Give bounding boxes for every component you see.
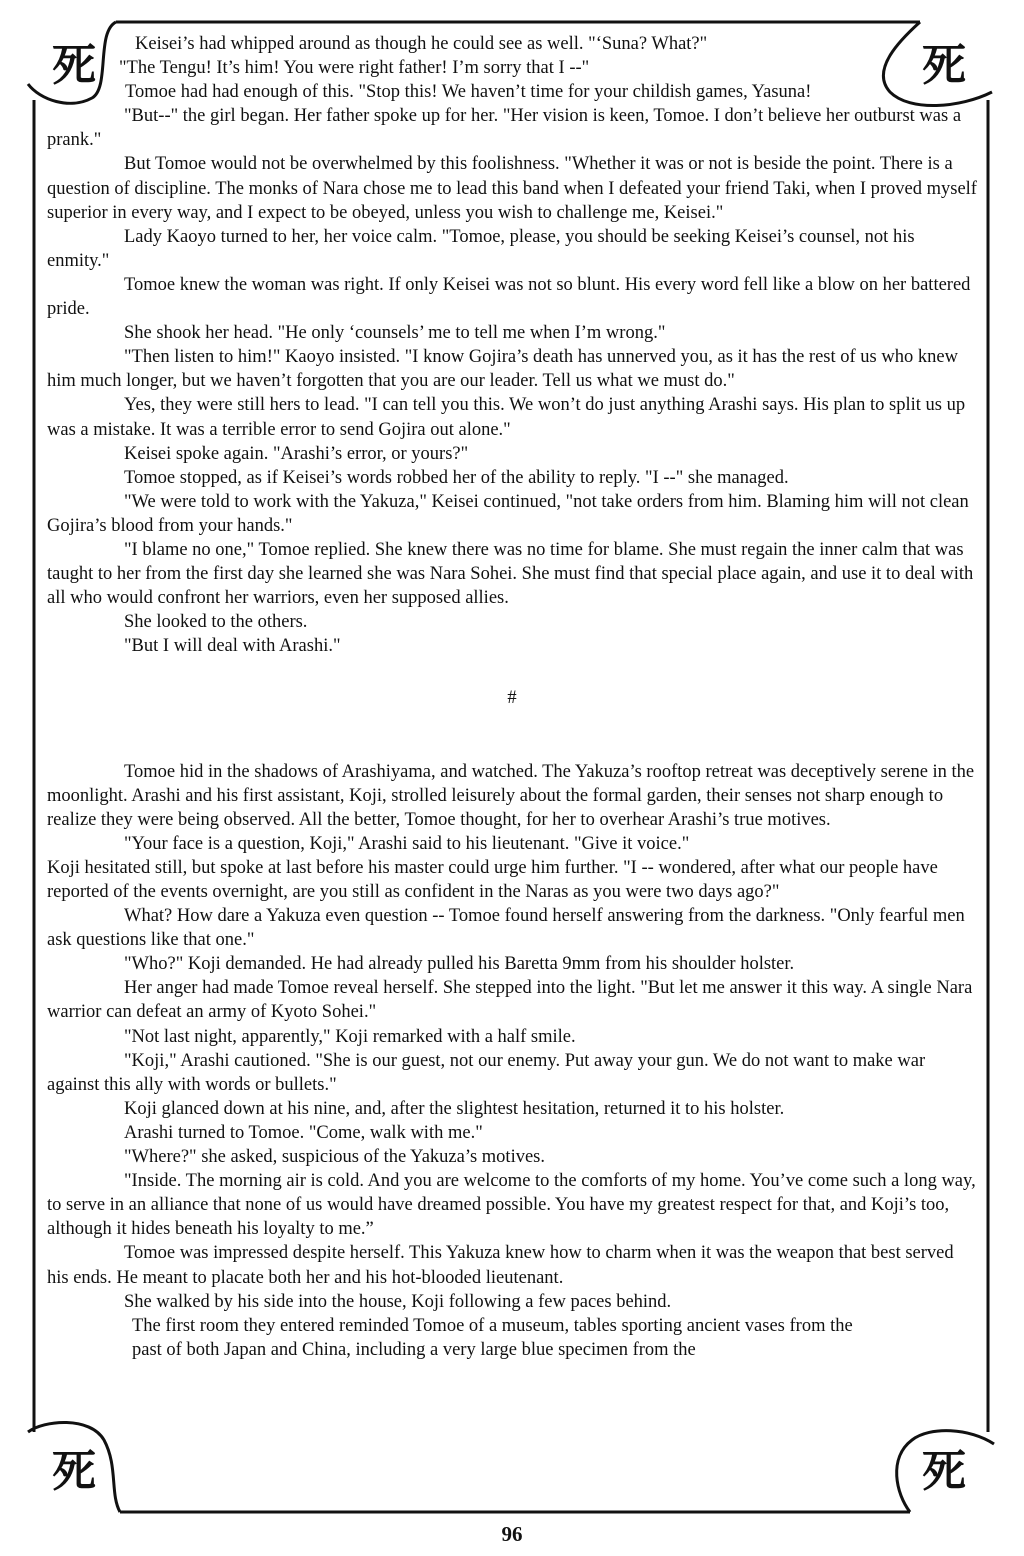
paragraph: "Inside. The morning air is cold. And you are welcome to the comforts of my home. You’ve come such a long way, to serve in an alliance that none of us would have dreamed possible. You have my greatest respect for that, and Koji’s too, although it hides beneath his loyalty to me.” [47,1171,976,1240]
paragraph: She walked by his side into the house, Koji following a few paces behind. [124,1291,672,1312]
paragraph: But Tomoe would not be overwhelmed by this foolishness. "Whether it was or not is beside the point. There is a question of discipline. The monks of Nara chose me to lead this band when I defeated your friend Taki, when I proved myself superior in every way, and I expect to be obeyed, unless you wish to challenge me, Keisei." [47,154,977,223]
paragraph: Yes, they were still hers to lead. "I can tell you this. We won’t do just anything Arashi says. His plan to split us up was a mistake. It was a terrible error to send Gojira out alone." [47,395,966,440]
paragraph: "The Tengu! It’s him! You were right father! I’m sorry that I --" [119,58,590,79]
paragraph: "Your face is a question, Koji," Arashi said to his lieutenant. "Give it voice." [124,833,690,854]
corner-glyph-bottom-left: 死 [52,1446,96,1497]
paragraph: Her anger had made Tomoe reveal herself. She stepped into the light. "But let me answer it this way. A single Nara warrior can defeat an army of Kyoto Sohei." [47,978,973,1023]
paragraph: The first room they entered reminded Tomoe of a museum, tables sporting ancient vases from the past of both Japan and China, including a very large blue specimen from the [132,1315,853,1360]
paragraph: "Not last night, apparently," Koji remarked with a half smile. [124,1026,576,1047]
paragraph: "Who?" Koji demanded. He had already pulled his Baretta 9mm from his shoulder holster. [124,954,795,975]
paragraph: Keisei spoke again. "Arashi’s error, or yours?" [124,443,469,464]
paragraph: "But I will deal with Arashi." [124,636,341,657]
paragraph: Tomoe stopped, as if Keisei’s words robbed her of the ability to reply. "I --" she managed. [124,467,789,488]
paragraph: She shook her head. "He only ‘counsels’ me to tell me when I’m wrong." [124,323,666,344]
paragraph: Tomoe hid in the shadows of Arashiyama, and watched. The Yakuza’s rooftop retreat was deceptively serene in the moonlight. Arashi and his first assistant, Koji, strolled leisurely about the formal garden, their senses not sharp enough to realize they were being observed. All the better, Tomoe thought, for her to overhear Arashi’s true motives. [47,761,975,830]
paragraph: Tomoe was impressed despite herself. This Yakuza knew how to charm when it was the weapon that best served his ends. He meant to placate both her and his hot-blooded lieutenant. [47,1243,954,1288]
corner-glyph-top-right: 死 [922,40,966,91]
paragraph: What? How dare a Yakuza even question -- Tomoe found herself answering from the darkness. "Only fearful men ask questions like that one." [47,906,965,951]
paragraph: Arashi turned to Tomoe. "Come, walk with me." [124,1122,483,1143]
body-text [47,32,977,1362]
section-separator: # [507,688,517,709]
paragraph: Tomoe had had enough of this. "Stop this! We haven’t time for your childish games, Yasuna! [125,82,812,103]
paragraph: "We were told to work with the Yakuza," Keisei continued, "not take orders from him. Blaming him will not clean Gojira’s blood from your hands." [47,491,969,536]
paragraph: "But--" the girl began. Her father spoke up for her. "Her vision is keen, Tomoe. I don’t believe her outburst was a prank." [47,106,962,151]
paragraph: Tomoe knew the woman was right. If only Keisei was not so blunt. His every word fell like a blow on her battered pride. [47,274,971,320]
corner-glyph-top-left: 死 [52,40,96,91]
paragraph: Lady Kaoyo turned to her, her voice calm. "Tomoe, please, you should be seeking Keisei’s counsel, not his enmity." [47,226,915,271]
paragraph: "Then listen to him!" Kaoyo insisted. "I know Gojira’s death has unnerved you, as it has the rest of us who knew him much longer, but we haven’t forgotten that you are our leader. Tell us what we must do." [47,347,958,392]
paragraph: She looked to the others. [124,612,308,633]
paragraph: Koji hesitated still, but spoke at last before his master could urge him further. "I -- wondered, after what our people have reported of the events overnight, are you still as confident in the Naras as you were two days ago?" [47,857,938,902]
paragraph: "Where?" she asked, suspicious of the Yakuza’s motives. [124,1147,545,1168]
paragraph: "Koji," Arashi cautioned. "She is our guest, not our enemy. Put away your gun. We do not want to make war against this ally with words or bullets." [47,1050,926,1095]
paragraph: Keisei’s had whipped around as though he could see as well. "‘Suna? What?" [135,34,708,54]
paragraph: Koji glanced down at his nine, and, after the slightest hesitation, returned it to his holster. [124,1098,785,1119]
corner-glyph-bottom-right: 死 [922,1446,966,1497]
page-number: 96 [501,1522,523,1546]
paragraph: "I blame no one," Tomoe replied. She knew there was no time for blame. She must regain the inner calm that was taught to her from the first day she learned she was Nara Sohei. She must find that special place again, and use it to deal with all who would confront her warriors, even her supposed allies. [47,539,974,609]
